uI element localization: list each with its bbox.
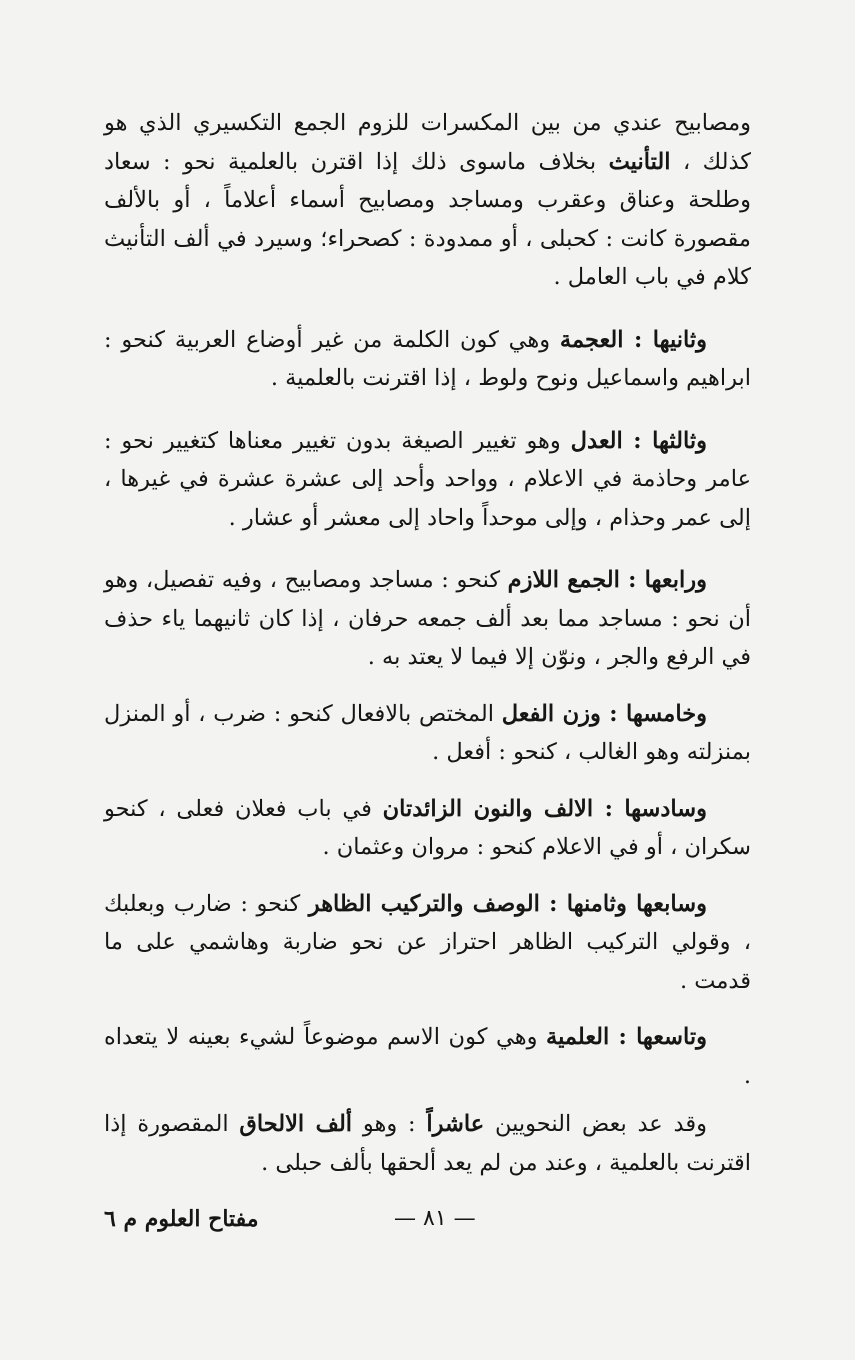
paragraph-ninth-alamiya [104, 1018, 751, 1095]
bold-term: التأنيث [608, 148, 671, 175]
paragraph-seventh-eighth-wasf [104, 885, 751, 1001]
bold-term: وسادسها : الالف والنون الزائدتان [382, 795, 707, 822]
text-run: وقد عد بعض النحويين [484, 1111, 707, 1137]
bold-term: ورابعها : الجمع اللازم [507, 567, 707, 593]
bold-term: وثانيها : العجمة [559, 326, 707, 353]
paragraph-fourth-jam [104, 561, 751, 677]
bold-term: وثالثها : العدل [570, 427, 708, 454]
paragraph-mamnu-intro [104, 104, 751, 297]
text-run: المقصورة إذا اقترنت بالعلمية ، وعند من لم يعد ألحقها بألف حبلى . [104, 1111, 751, 1176]
text-run: وهو تغيير الصيغة بدون تغيير معناها كتغيير نحو : عامر وحاذمة في الاعلام ، وواحد وأحد إلى عشرة عشرة في غيرها ، إلى عمر وحذام ، وإلى موحداً واحاد إلى معشر أو عشار . [104, 427, 751, 531]
bold-term: وسابعها وثامنها : الوصف والتركيب الظاهر [308, 890, 707, 917]
text-run: في باب فعلان فعلى ، كنحو سكران ، أو في الاعلام كنحو : مروان وعثمان . [104, 795, 751, 860]
text-run: المختص بالافعال كنحو : ضرب ، أو المنزل بمنزلته وهو الغالب ، كنحو : أفعل . [104, 700, 751, 765]
text-run: بخلاف ماسوى ذلك إذا اقترن بالعلمية نحو : سعاد وطلحة وعناق وعقرب ومساجد ومصابيح أسماء أعلاماً ، أو بالألف مقصورة كانت : كحبلى ، أو ممدودة : كصحراء؛ وسيرد في ألف التأنيث كلام في باب العامل . [104, 148, 751, 290]
book-title: مفتاح العلوم م ٦ [104, 1206, 259, 1232]
text-run: وهي كون الكلمة من غير أوضاع العربية كنحو : ابراهيم واسماعيل ونوح ولوط ، إذا اقترنت بالعلمية . [104, 326, 751, 391]
paragraph-sixth-alif-nun [104, 790, 751, 867]
bold-term: عاشراً [426, 1111, 485, 1137]
bold-term: ألف الالحاق [239, 1111, 353, 1137]
page-footer [104, 1206, 751, 1242]
text-run: كنحو : ضارب وبعلبك ، وقولي التركيب الظاهر احتراز عن نحو ضاربة وهاشمي على ما قدمت . [104, 890, 751, 994]
page-number: — ٨١ — [394, 1206, 476, 1231]
paragraph-tenth-ilhaq [104, 1105, 751, 1182]
paragraph-second-ujma [104, 321, 751, 398]
text-run: وهي كون الاسم موضوعاً لشيء بعينه لا يتعداه . [104, 1024, 751, 1089]
paragraph-third-adl [104, 422, 751, 538]
paragraph-fifth-wazn [104, 695, 751, 772]
text-run: ومصابيح عندي من بين المكسرات للزوم الجمع التكسيري الذي هو كذلك ، [104, 110, 752, 175]
text-run: : وهو [352, 1111, 427, 1137]
bold-term: وخامسها : وزن الفعل [501, 700, 707, 727]
bold-term: وتاسعها : العلمية [546, 1024, 707, 1050]
text-run: كنحو : مساجد ومصابيح ، وفيه تفصيل، وهو أن نحو : مساجد مما بعد ألف جمعه حرفان ، إذا كان ثانيهما ياء حذف في الرفع والجر ، ونوّن إلا فيما لا يعتد به . [104, 567, 751, 670]
